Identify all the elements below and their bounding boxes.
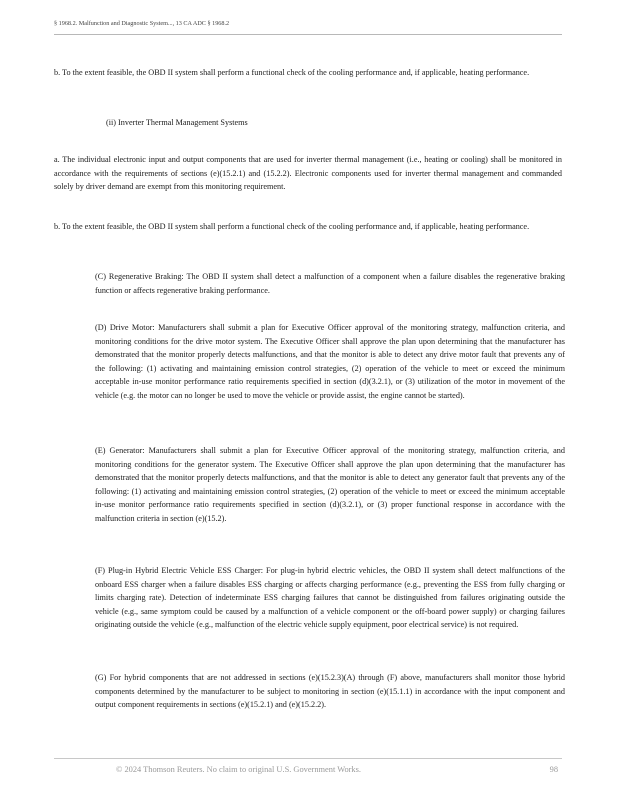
section-heading-inverter: (ii) Inverter Thermal Management Systems bbox=[106, 118, 248, 127]
paragraph-ess-charger: (F) Plug-in Hybrid Electric Vehicle ESS Charger: For plug-in hybrid electric vehicles, the OBD II system shall detect malfunctions of the onboard ESS charger when a failure disables ESS charging or affects charging performance (e.g., preventing the ESS from fully charging or limits charging rate). Detection of indeterminate ESS charging failures that cannot be distinguished from failures originating outside the vehicle (e.g., same symptom could be caused by a malfunction of a vehicle component or the off-board power supply) or charging failures originating outside the vehicle (e.g., malfunction of the electric vehicle supply equipment, poor electrical service) is not required. bbox=[95, 566, 565, 630]
header-divider bbox=[54, 34, 562, 35]
footer-copyright: © 2024 Thomson Reuters. No claim to original U.S. Government Works. bbox=[116, 765, 361, 774]
paragraph-other-hybrid-components: (G) For hybrid components that are not addressed in sections (e)(15.2.3)(A) through (F) above, manufacturers shall monitor those hybrid components determined by the manufacturer to be subject to monitoring in section (e)(15.1.1) in accordance with the input component and output component requirements in sections (e)(15.2.1) and (e)(15.2.2). bbox=[95, 673, 565, 710]
page-number: 98 bbox=[549, 765, 558, 774]
paragraph-inverter-functional-check: b. To the extent feasible, the OBD II system shall perform a functional check of the cooling performance and, if applicable, heating performance. bbox=[54, 222, 530, 231]
footer-divider bbox=[54, 758, 562, 759]
paragraph-generator: (E) Generator: Manufacturers shall submit a plan for Executive Officer approval of the monitoring strategy, malfunction criteria, and monitoring conditions for the generator system. The Executive Officer shall approve the plan upon determining that the manufacturer has demonstrated that the monitor properly detects malfunctions, and that the monitor is able to detect any generator fault that prevents any of the following: (1) activating and maintaining emission control strategies, (2) operation of the vehicle to meet or exceed the minimum acceptable in-use monitor performance ratio requirements specified in section (d)(3.2.1), or (3) proper functional response in accordance with the malfunction criteria in section (e)(15.2). bbox=[95, 446, 565, 523]
paragraph-cooling-check: b. To the extent feasible, the OBD II system shall perform a functional check of the cooling performance and, if applicable, heating performance. bbox=[54, 68, 530, 77]
paragraph-drive-motor: (D) Drive Motor: Manufacturers shall submit a plan for Executive Officer approval of the monitoring strategy, malfunction criteria, and monitoring conditions for the drive motor system. The Executive Officer shall approve the plan upon determining that the manufacturer has demonstrated that the monitor properly detects malfunctions, and that the monitor is able to detect any drive motor fault that prevents any of the following: (1) activating and maintaining emission control strategies, (2) operation of the vehicle to meet or exceed the minimum acceptable in-use monitor performance ratio requirements specified in section (d)(3.2.1), or (3) utilization of the motor in movement of the vehicle (e.g. the motor can no longer be used to move the vehicle or provide assist, the engine cannot be started). bbox=[95, 323, 565, 400]
running-header: § 1968.2. Malfunction and Diagnostic System..., 13 CA ADC § 1968.2 bbox=[54, 20, 230, 27]
paragraph-inverter-components: a. The individual electronic input and output components that are used for inverter thermal management (i.e., heating or cooling) shall be monitored in accordance with the requirements of sections (e)(15.2.1) and (15.2.2). Electronic components used for inverter thermal management and commanded solely by driver demand are exempt from this monitoring requirement. bbox=[54, 155, 562, 192]
paragraph-regenerative-braking: (C) Regenerative Braking: The OBD II system shall detect a malfunction of a component when a failure disables the regenerative braking function or affects regenerative braking performance. bbox=[95, 272, 565, 295]
